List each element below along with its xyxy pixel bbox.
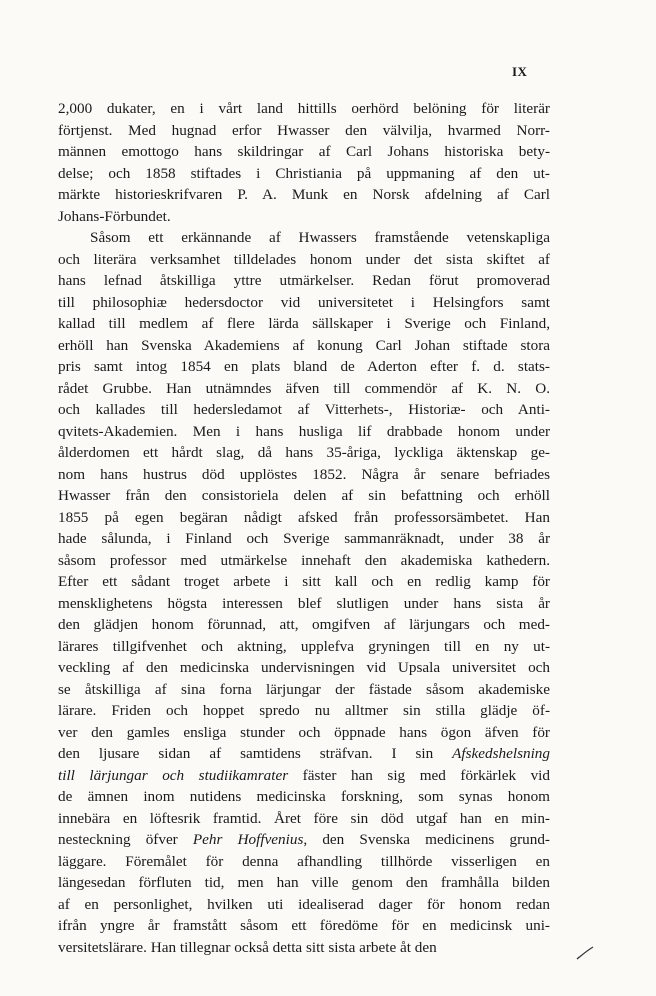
text-line: hade sålunda, i Finland och Sverige sammanräknadt, under 38 år (58, 530, 550, 547)
text-line: rådet Grubbe. Han utnämndes äfven till commendör af K. N. O. (58, 379, 550, 397)
text-line: förtjenst. Med hugnad erfor Hwasser den välvilja, hvarmed Norr- (58, 121, 550, 139)
text-line: lärares tillgifvenhet och aktning, upplefva gryningen till en ny ut- (58, 637, 550, 655)
text-line: Efter ett sådant troget arbete i sitt kall och en redlig kamp för (58, 573, 550, 590)
pen-mark-icon (576, 946, 594, 960)
text-line: 2,000 dukater, en i vårt land hittills oerhörd belöning för literär (58, 100, 550, 117)
text-line: och literära verksamhet tilldelades honom under det sista skiftet af (58, 250, 550, 268)
text-line: märkte historieskrifvaren P. A. Munk en Norsk afdelning af Carl (58, 186, 550, 203)
text-line: qvitets-Akademien. Men i hans husliga lif drabbade honom under (58, 422, 550, 440)
text-line: hans lefnad åtskilliga yttre utmärkelser. Redan förut promoverad (58, 272, 550, 289)
text-line: den glädjen honom förunnad, att, omgifven af lärjungars och med- (58, 616, 550, 633)
text-line: nom hans hustrus död upplöstes 1852. Några år senare befriades (58, 465, 550, 483)
title-italic: Pehr Hoffvenius (192, 831, 304, 848)
text-line: Johans-Förbundet. (58, 207, 171, 225)
text-line: mensklighetens högsta interessen blef slutligen under hans sista år (58, 594, 550, 612)
text-line: Såsom ett erkännande af Hwassers framstående vetenskapliga (90, 229, 550, 246)
text-line: veckling af den medicinska undervisningen vid Upsala universitet och (58, 659, 550, 676)
text-line: till lärjungar och studiikamrater fäster han sig med förkärlek vid (58, 766, 550, 784)
text-line: ifrån yngre år framstått såsom ett föredöme för en medicinsk uni- (58, 917, 550, 934)
text-line: nesteckning öfver Pehr Hoffvenius, den Svenska medicinens grund- (58, 831, 550, 848)
text-line: kallad till medlem af flere lärda sällskaper i Sverige och Finland, (58, 315, 550, 332)
text-line: ver den gamles ensliga stunder och öppnade hans ögon äfven för (58, 723, 550, 741)
text-line: 1855 på egen begäran nådigt afsked från professorsämbetet. Han (58, 508, 550, 526)
text-line: innebära en löftesrik framtid. Året före sin död utgaf han en min- (58, 809, 550, 827)
text-line: läggare. Föremålet för denna afhandling tillhörde visserligen en (58, 852, 550, 870)
text-line: männen emottogo hans skildringar af Carl Johans historiska bety- (58, 143, 550, 160)
text-line: till philosophiæ hedersdoctor vid universitetet i Helsingfors samt (58, 293, 550, 311)
text-line: delse; och 1858 stiftades i Christiania på uppmaning af den ut- (58, 164, 550, 182)
text-line: af en personlighet, hvilken uti idealiserad dager för honom redan (58, 895, 550, 913)
text-line: längesedan förfluten tid, men han ville genom den framhålla bilden (58, 874, 550, 891)
text-line: lärare. Friden och hoppet spredo nu alltmer sin stilla glädje öf- (58, 702, 550, 719)
text-line: erhöll han Svenska Akademiens af konung Carl Johan stiftade stora (58, 336, 550, 354)
text-line: och kallades till hedersledamot af Vitterhets-, Historiæ- och Anti- (58, 401, 550, 418)
title-italic: Afskedshelsning (452, 745, 550, 762)
page-number: IX (512, 64, 528, 79)
text-line: se åtskilliga af sina forna lärjungar der fästade såsom akademiske (58, 680, 550, 698)
title-italic: till lärjungar och studiikamrater (58, 766, 289, 784)
text-line: ålderdomen ett hårdt slag, då hans 35-åriga, lyckliga äktenskap ge- (58, 444, 550, 461)
text-line: pris samt intog 1854 en plats bland de Aderton efter f. d. stats- (58, 358, 550, 375)
text-line: de ämnen inom nutidens medicinska forskning, som synas honom (58, 788, 550, 805)
text-line: den ljusare sidan af samtidens sträfvan. I sin Afskedshelsning (58, 745, 550, 762)
text-line: såsom professor med utmärkelse innehaft den akademiska kathedern. (58, 551, 550, 569)
text-line: versitetslärare. Han tillegnar också detta sitt sista arbete åt den (58, 938, 437, 956)
body-text (58, 98, 550, 958)
text-line: Hwasser från den consistoriela delen af sin befattning och erhöll (58, 487, 550, 504)
